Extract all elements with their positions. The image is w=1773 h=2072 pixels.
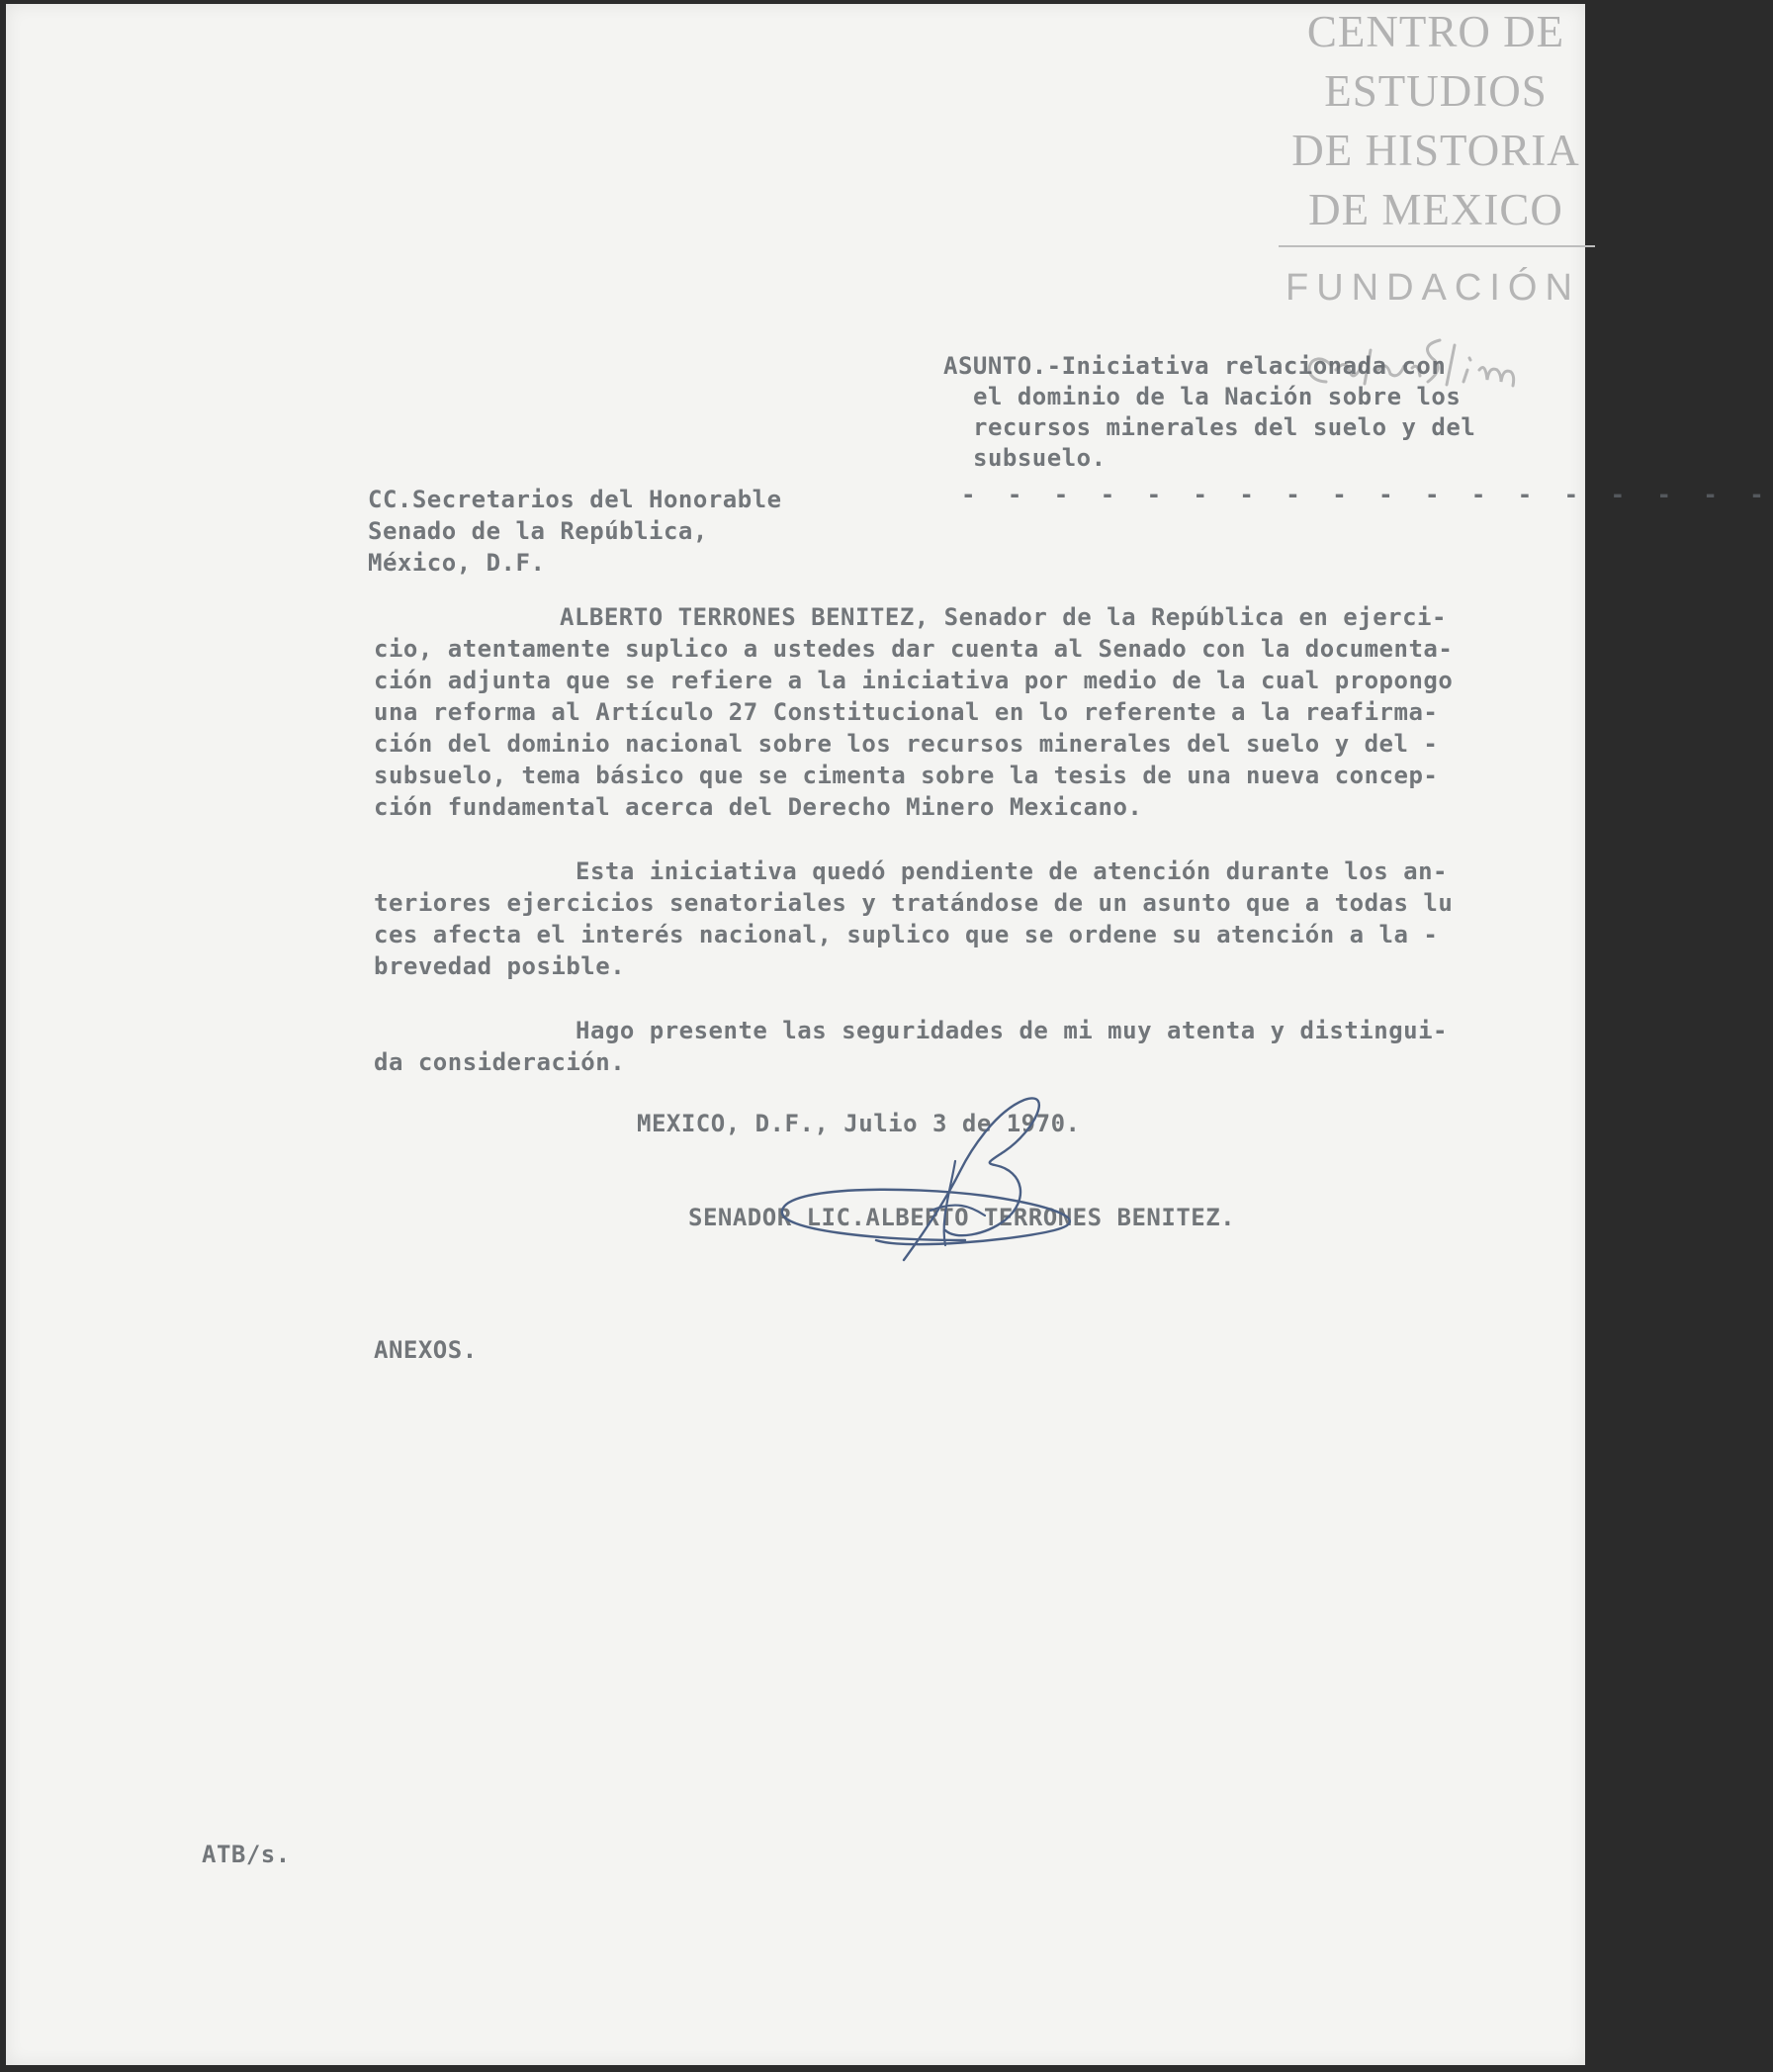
addressee-line-2: Senado de la República, [368, 517, 708, 545]
subject-line-3: recursos minerales del suelo y del [973, 413, 1476, 441]
watermark-foundation: FUNDACIÓN [1285, 267, 1580, 309]
p2-line-3: ces afecta el interés nacional, suplico que se ordene su atención a la - [374, 921, 1439, 948]
addressee-line-1: CC.Secretarios del Honorable [368, 486, 782, 513]
signature-name: SENADOR LIC.ALBERTO TERRONES BENITEZ. [688, 1204, 1236, 1231]
p1-line-6: subsuelo, tema básico que se cimenta sobre la tesis de una nueva concep- [374, 762, 1439, 789]
watermark-line-4: DE MEXICO [1308, 185, 1563, 234]
p3-line-2: da consideración. [374, 1048, 626, 1076]
p2-line-2: teriores ejercicios senatoriales y tratándose de un asunto que a todas lu [374, 889, 1454, 917]
p1-line-5: ción del dominio nacional sobre los recursos minerales del suelo y del - [374, 730, 1439, 758]
p1-line-3: ción adjunta que se refiere a la iniciativa por medio de la cual propongo [374, 667, 1454, 694]
p3-line-1: Hago presente las seguridades de mi muy atenta y distingui- [576, 1017, 1449, 1044]
watermark-line-3: DE HISTORIA [1291, 126, 1580, 175]
subject-rule: - - - - - - - - - - - - - - - - - - [961, 481, 1773, 508]
handwritten-signature [757, 1092, 1153, 1290]
watermark-divider [1279, 245, 1595, 247]
enclosures-note: ANEXOS. [374, 1336, 478, 1364]
reference-initials: ATB/s. [202, 1841, 291, 1868]
p1-line-2: cio, atentamente suplico a ustedes dar cuenta al Senado con la documenta- [374, 635, 1454, 663]
p2-line-4: brevedad posible. [374, 952, 626, 980]
p1-line-7: ción fundamental acerca del Derecho Minero Mexicano. [374, 793, 1143, 821]
p1-line-4: una reforma al Artículo 27 Constitucional en lo referente a la reafirma- [374, 698, 1439, 726]
watermark-line-1: CENTRO DE [1306, 7, 1565, 56]
watermark-line-2: ESTUDIOS [1324, 66, 1548, 116]
addressee-line-3: México, D.F. [368, 549, 546, 577]
subject-line-1: ASUNTO.-Iniciativa relacionada con [943, 352, 1447, 380]
dateline: MEXICO, D.F., Julio 3 de 1970. [637, 1110, 1081, 1137]
subject-line-4: subsuelo. [973, 444, 1107, 472]
document-page [6, 4, 1773, 2065]
p2-line-1: Esta iniciativa quedó pendiente de atención durante los an- [576, 857, 1449, 885]
p1-line-1: ALBERTO TERRONES BENITEZ, Senador de la República en ejerci- [560, 603, 1447, 631]
subject-line-2: el dominio de la Nación sobre los [973, 383, 1462, 410]
